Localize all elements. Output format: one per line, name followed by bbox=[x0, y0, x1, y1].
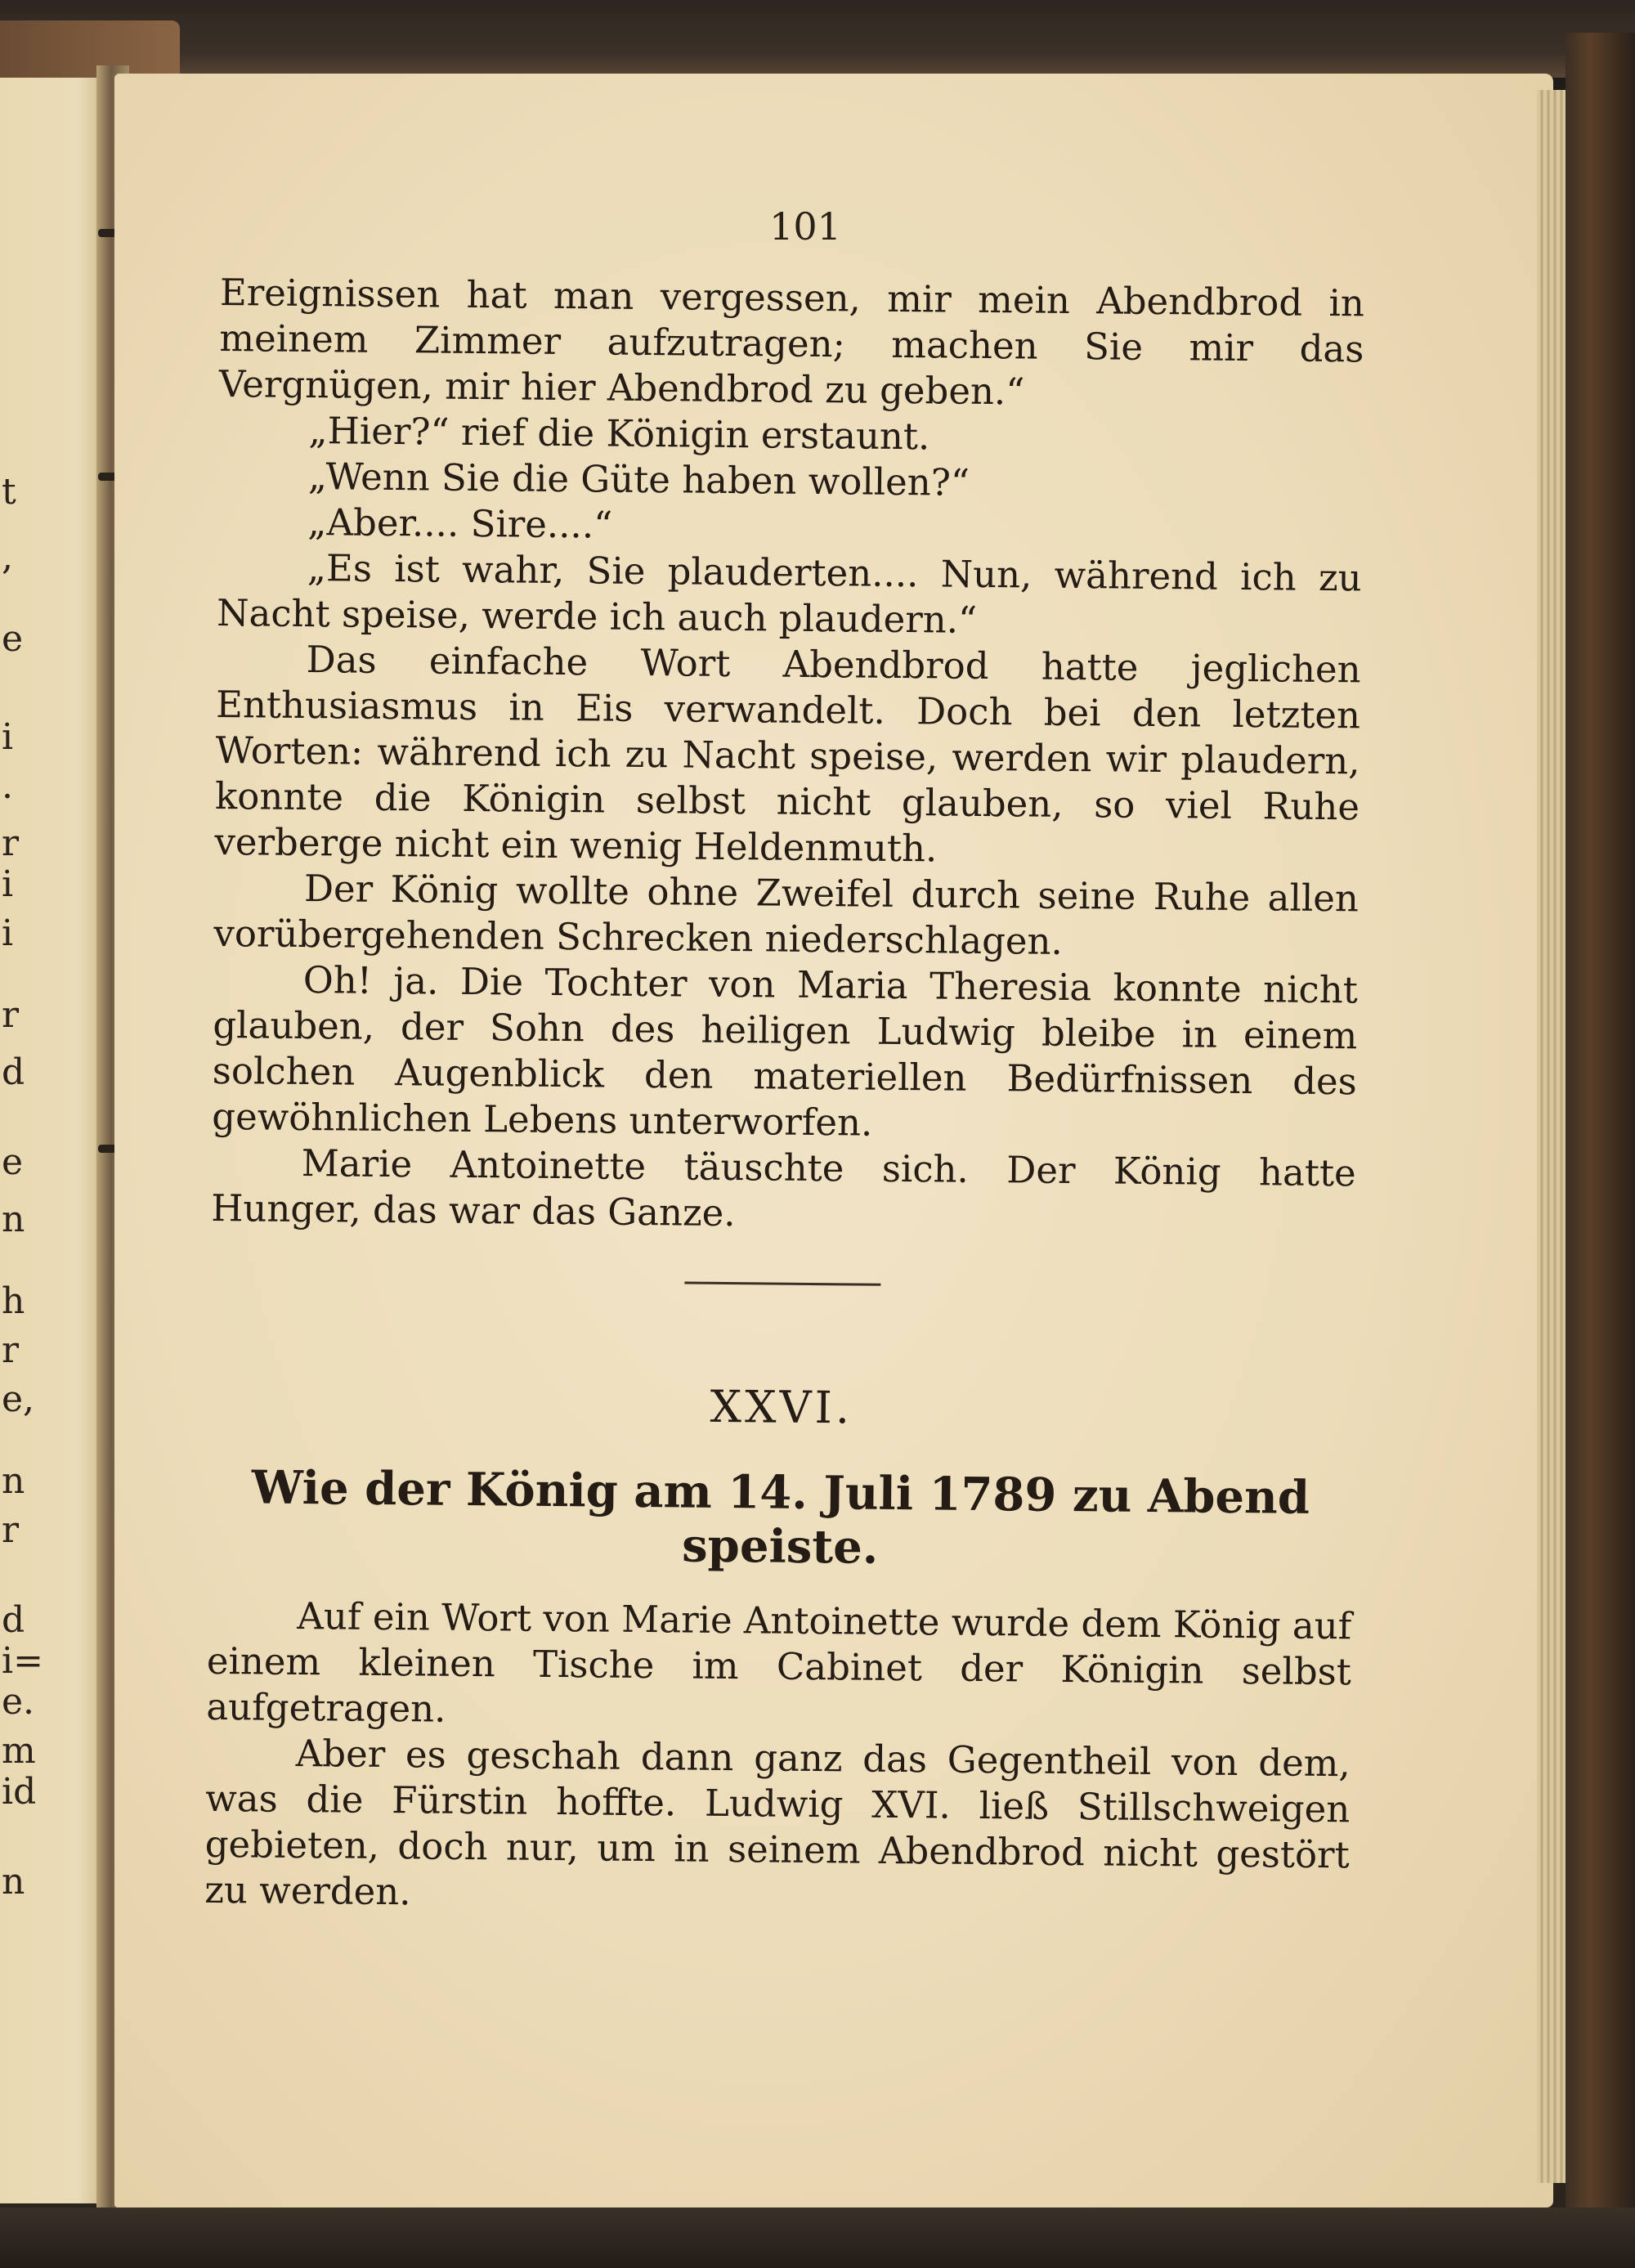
left-page-fragment: n bbox=[2, 1199, 25, 1240]
paragraph: Oh! ja. Die Tochter von Maria Theresia konnte nicht glauben, der Sohn des heiligen Ludwig bleibe in einem solchen Augenblick den materiellen Bedürfnissen des gewöhnlichen Lebens unterworfen. bbox=[212, 958, 1359, 1145]
body-paragraphs bbox=[211, 270, 1364, 1242]
chapter-title: Wie der König am 14. Juli 1789 zu Abend speiste. bbox=[251, 1460, 1310, 1575]
left-page-fragment: , bbox=[2, 536, 13, 578]
left-page-fragment: i bbox=[2, 863, 14, 905]
paragraph: Der König wollte ohne Zweifel durch seine Ruhe allen vorübergehenden Schrecken niederschlagen. bbox=[213, 867, 1360, 963]
chapter-paragraphs bbox=[204, 1593, 1352, 1924]
book-cover-right bbox=[1566, 33, 1635, 2257]
left-page-fragment: id bbox=[2, 1771, 37, 1813]
left-page-fragment: . bbox=[2, 765, 13, 807]
paragraph: „Wenn Sie die Güte haben wollen?“ bbox=[307, 455, 970, 504]
paragraph: Das einfache Wort Abendbrod hatte jeglichen Enthusiasmus in Eis verwandelt. Doch bei den letzten Worten: während ich zu Nacht speise, werden wir plaudern, konnte die Königin selbst nicht glauben, so viel Ruhe verberge nicht ein wenig Heldenmuth. bbox=[214, 638, 1361, 871]
left-page-fragment: d bbox=[2, 1051, 25, 1093]
left-page-fragment: e. bbox=[2, 1681, 35, 1723]
left-page-fragment: r bbox=[2, 822, 20, 864]
page-number: 101 bbox=[769, 204, 841, 249]
left-page-fragment: h bbox=[2, 1280, 25, 1322]
book-cover-bottom bbox=[0, 2207, 1635, 2268]
left-page-fragment: i bbox=[2, 716, 14, 758]
left-page-fragment: e bbox=[2, 618, 24, 660]
left-page-fragment: e bbox=[2, 1141, 24, 1183]
left-page bbox=[0, 78, 105, 2203]
left-page-fragment: n bbox=[2, 1460, 25, 1502]
left-page-fragment: r bbox=[2, 1329, 20, 1371]
left-page-fragment: r bbox=[2, 1509, 20, 1551]
left-page-fragment: d bbox=[2, 1599, 25, 1641]
paragraph: Aber es geschah dann ganz das Gegentheil von dem, was die Fürstin hoffte. Ludwig XVI. ließ Stillschweigen gebieten, doch nur, um in seinem Abendbrod nicht gestört zu werden. bbox=[204, 1731, 1351, 1914]
section-divider bbox=[684, 1282, 880, 1286]
paragraph: „Es ist wahr, Sie plauderten.... Nun, während ich zu Nacht speise, werde ich auch plaudern.“ bbox=[216, 546, 1362, 642]
paragraph: Marie Antoinette täuschte sich. Der König hatte Hunger, das war das Ganze. bbox=[210, 1141, 1356, 1235]
paragraph: Ereignissen hat man vergessen, mir mein Abendbrod in meinem Zimmer aufzutragen; machen Sie mir das Vergnügen, mir hier Abendbrod zu geben.“ bbox=[218, 270, 1365, 414]
chapter-number: XXVI. bbox=[710, 1380, 853, 1434]
page-text bbox=[204, 204, 1365, 1924]
paragraph: „Aber.... Sire....“ bbox=[307, 500, 613, 547]
paragraph: Auf ein Wort von Marie Antoinette wurde dem König auf einem kleinen Tische im Cabinet der Königin selbst aufgetragen. bbox=[206, 1593, 1352, 1731]
book-cover-top bbox=[0, 0, 1635, 78]
left-page-fragment: i= bbox=[2, 1640, 43, 1682]
left-page-fragment: n bbox=[2, 1861, 25, 1903]
page-edges bbox=[1537, 90, 1570, 2183]
left-page-fragment: r bbox=[2, 994, 20, 1036]
paragraph: „Hier?“ rief die Königin erstaunt. bbox=[308, 409, 930, 459]
left-page-fragment: e, bbox=[2, 1378, 35, 1420]
left-page-fragment: i bbox=[2, 912, 14, 954]
left-page-fragment: m bbox=[2, 1730, 36, 1772]
left-page-fragment: t bbox=[2, 471, 16, 513]
